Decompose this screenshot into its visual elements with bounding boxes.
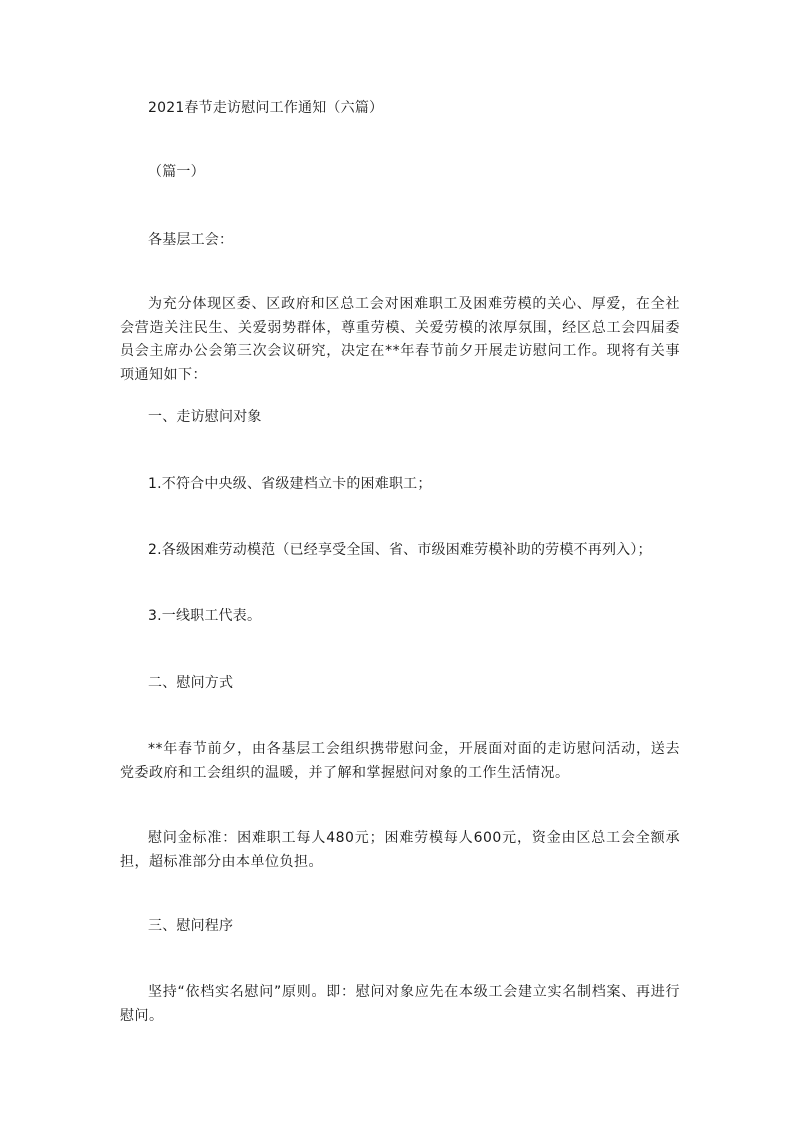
section1-heading: 一、走访慰问对象 xyxy=(148,409,262,425)
section2-paragraph-2: 慰问金标准：困难职工每人480元；困难劳模每人600元，资金由区总工会全额承担，超标准部分由本单位负担。 xyxy=(120,830,680,870)
salutation: 各基层工会： xyxy=(148,232,234,248)
section1-item-1: 1.不符合中央级、省级建档立卡的困难职工； xyxy=(148,476,432,492)
section2-paragraph-1: **年春节前夕，由各基层工会组织携带慰问金，开展面对面的走访慰问活动，送去党委政府和工会组织的温暖，并了解和掌握慰问对象的工作生活情况。 xyxy=(120,741,680,781)
section1-item-2: 2.各级困难劳动模范（已经享受全国、省、市级困难劳模补助的劳模不再列入）； xyxy=(148,542,652,558)
section3-heading: 三、慰问程序 xyxy=(148,918,234,934)
section2-heading: 二、慰问方式 xyxy=(148,675,234,691)
intro-paragraph: 为充分体现区委、区政府和区总工会对困难职工及困难劳模的关心、厚爱，在全社会营造关注民生、关爱弱势群体，尊重劳模、关爱劳模的浓厚氛围，经区总工会四届委员会主席办公会第三次会议研究，决定在**年春节前夕开展走访慰问工作。现将有关事项通知如下： xyxy=(120,296,680,383)
section1-item-3: 3.一线职工代表。 xyxy=(148,608,262,624)
section3-paragraph-1: 坚持“依档实名慰问”原则。即：慰问对象应先在本级工会建立实名制档案、再进行慰问。 xyxy=(120,984,680,1024)
part-label: （篇一） xyxy=(148,164,205,180)
document-title: 2021春节走访慰问工作通知（六篇） xyxy=(148,100,384,116)
